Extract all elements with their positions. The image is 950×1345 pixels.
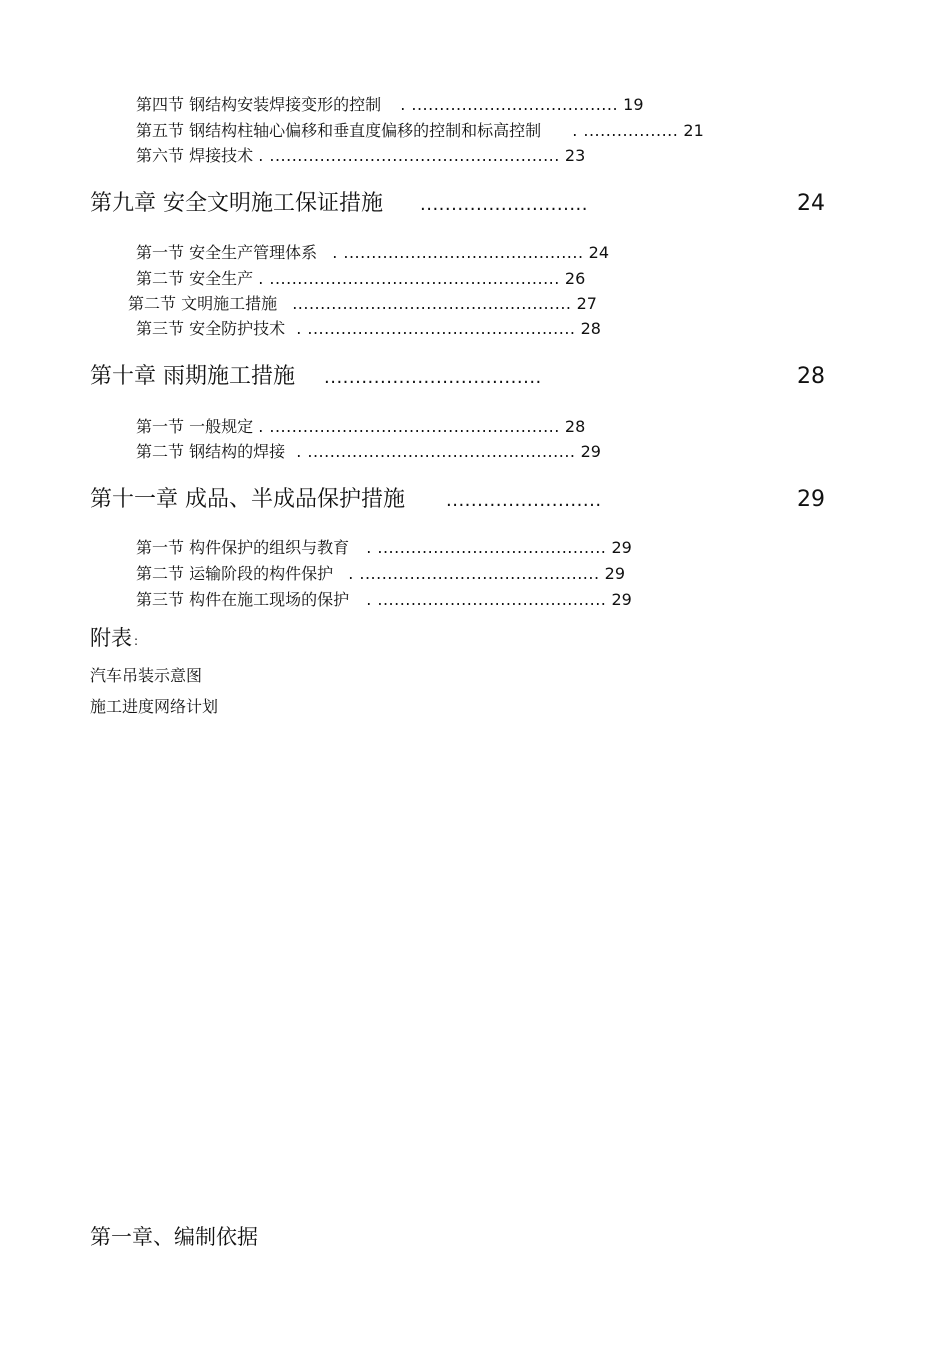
toc-entry-section[interactable]: [136, 148, 585, 164]
toc-leader-dots: . ................................................: [296, 319, 576, 338]
toc-page-number: 29: [604, 564, 626, 583]
toc-page-number: 29: [580, 442, 601, 461]
toc-page-number: 26: [564, 269, 586, 288]
toc-leader-dots: . .................: [572, 121, 679, 140]
toc-chapter-title: 第十章 雨期施工措施: [90, 364, 295, 389]
toc-entry-title: 第二节 安全生产: [136, 269, 254, 288]
toc-entry-title: 第一节 一般规定: [136, 417, 254, 436]
toc-entry-title: 第三节 构件在施工现场的保护: [136, 590, 350, 609]
toc-leader-dots: . .........................................: [366, 538, 607, 557]
toc-page-number: 19: [623, 95, 644, 114]
toc-entry-title: 第一节 安全生产管理体系: [136, 243, 318, 262]
toc-entry-section[interactable]: [136, 97, 644, 113]
toc-entry-section[interactable]: [136, 592, 632, 608]
toc-entry-title: 第三节 安全防护技术: [136, 319, 286, 338]
toc-entry-section[interactable]: [136, 245, 609, 261]
toc-leader-dots: . ................................................: [296, 442, 576, 461]
toc-page-number: 28: [797, 364, 825, 389]
appendix-heading-text: 附表: [90, 626, 132, 650]
toc-leader-dots: . ....................................................: [258, 269, 560, 288]
toc-leader-dots: . ....................................................: [258, 146, 560, 165]
toc-leader-dots: ...................................: [324, 367, 542, 388]
toc-leader-dots: . .........................................: [366, 590, 607, 609]
toc-leader-dots: . ....................................................: [258, 417, 560, 436]
toc-leader-dots: . ...........................................: [348, 564, 600, 583]
toc-page-number: 23: [564, 146, 586, 165]
toc-leader-dots: . .....................................: [400, 95, 619, 114]
toc-page-number: 29: [797, 487, 825, 512]
appendix-item[interactable]: 施工进度网络计划: [90, 697, 219, 716]
toc-page-number: 21: [683, 121, 704, 140]
toc-page-number: 27: [576, 294, 597, 313]
toc-entry-chapter[interactable]: [90, 366, 825, 388]
chapter-heading: 第一章、编制依据: [90, 1225, 258, 1249]
toc-entry-title: 第一节 构件保护的组织与教育: [136, 538, 350, 557]
toc-entry-section[interactable]: [136, 566, 625, 582]
toc-entry-title: 第二节 钢结构的焊接: [136, 442, 286, 461]
toc-entry-section[interactable]: [136, 419, 585, 435]
toc-entry-section[interactable]: [136, 123, 704, 139]
toc-leader-dots: ...........................: [420, 194, 588, 215]
toc-leader-dots: . ...........................................: [332, 243, 584, 262]
toc-entry-section[interactable]: [136, 540, 632, 556]
appendix-colon: :: [134, 634, 139, 648]
appendix-heading: [90, 628, 138, 649]
toc-entry-title: 第二节 文明施工措施: [128, 294, 278, 313]
toc-page-number: 29: [611, 590, 632, 609]
toc-entry-title: 第六节 焊接技术: [136, 146, 254, 165]
toc-page-number: 24: [588, 243, 610, 262]
toc-entry-title: 第二节 运输阶段的构件保护: [136, 564, 334, 583]
toc-entry-section[interactable]: [128, 296, 597, 312]
toc-entry-section[interactable]: [136, 321, 601, 337]
toc-entry-section[interactable]: [136, 271, 585, 287]
toc-entry-title: 第四节 钢结构安装焊接变形的控制: [136, 95, 382, 114]
toc-page-number: 28: [580, 319, 601, 338]
toc-page-number: 24: [797, 191, 825, 216]
toc-entry-chapter[interactable]: [90, 193, 825, 215]
toc-page-number: 29: [611, 538, 632, 557]
toc-chapter-title: 第九章 安全文明施工保证措施: [90, 191, 383, 216]
toc-leader-dots: ..................................................: [292, 294, 572, 313]
toc-chapter-title: 第十一章 成品、半成品保护措施: [90, 487, 405, 512]
appendix-item[interactable]: 汽车吊装示意图: [90, 666, 203, 685]
toc-leader-dots: .........................: [446, 490, 602, 511]
toc-entry-chapter[interactable]: [90, 489, 825, 511]
toc-page-number: 28: [564, 417, 586, 436]
toc-entry-title: 第五节 钢结构柱轴心偏移和垂直度偏移的控制和标高控制: [136, 121, 542, 140]
toc-entry-section[interactable]: [136, 444, 601, 460]
